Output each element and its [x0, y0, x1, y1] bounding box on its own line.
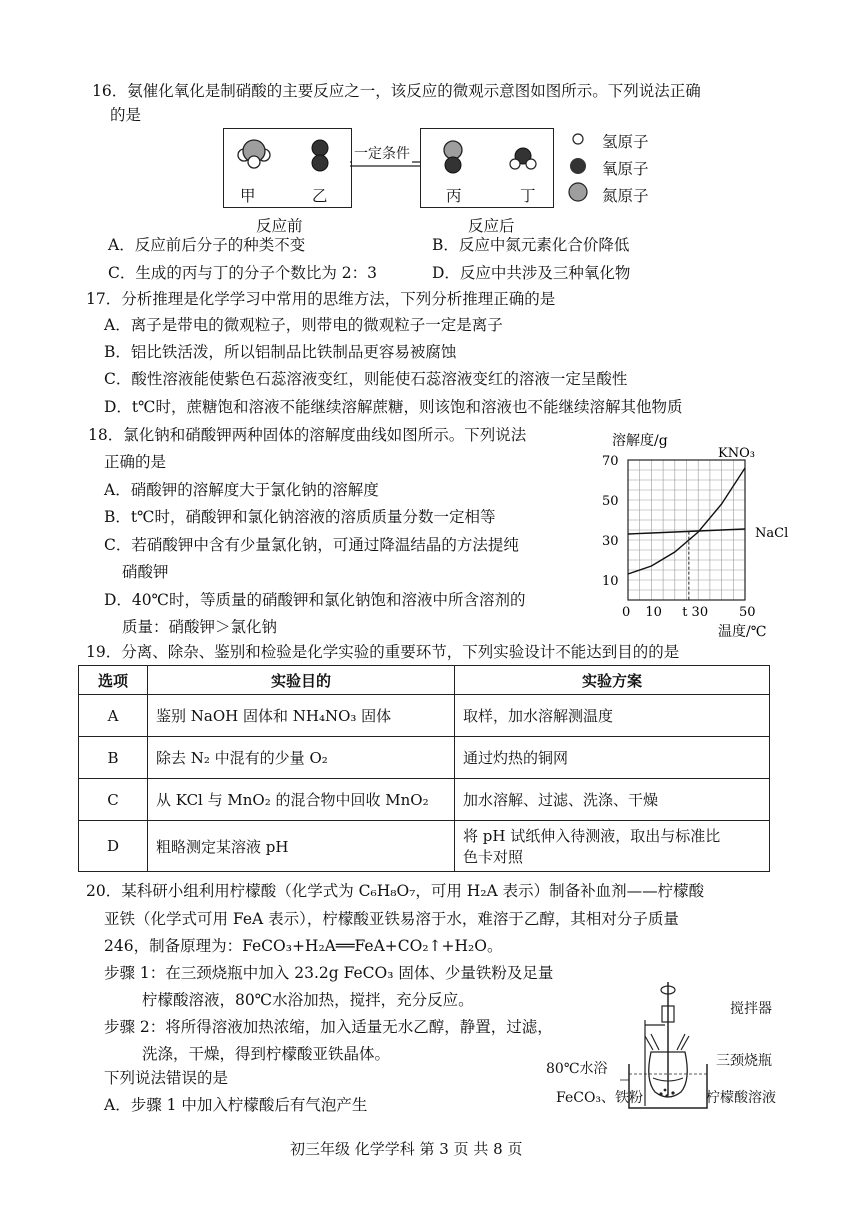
q20-step2-line1: 步骤 2：将所得溶液加热浓缩，加入适量无水乙醇，静置，过滤，: [104, 1018, 553, 1036]
q16-stem-line2: 的是: [110, 106, 142, 124]
chart-ticks: [602, 454, 756, 620]
chart-xlabel: 温度/℃: [718, 624, 767, 640]
q20-step2-line2: 洗涤，干燥，得到柠檬酸亚铁晶体。: [142, 1045, 391, 1063]
q20-line3: 246，制备原理为：FeCO₃+H₂A══FeA+CO₂↑+H₂O。: [104, 937, 503, 955]
cell-purpose: 从 KCl 与 MnO₂ 的混合物中回收 MnO₂: [148, 779, 455, 821]
header-purpose: 实验目的: [148, 666, 455, 695]
page-footer: 初三年级 化学学科 第 3 页 共 8 页: [290, 1140, 523, 1158]
q16-option-c: C．生成的丙与丁的分子个数比为 2：3: [108, 264, 378, 282]
table-row: [79, 695, 770, 737]
q20-line2: 亚铁（化学式可用 FeA 表示），柠檬酸亚铁易溶于水，难溶于乙醇，其相对分子质量: [104, 910, 679, 928]
q18-option-c-line2: 硝酸钾: [122, 563, 169, 581]
chart-lines: [628, 446, 788, 600]
table-row: [79, 737, 770, 779]
header-plan: 实验方案: [455, 666, 770, 695]
q20-line1: 20．某科研小组利用柠檬酸（化学式为 C₆H₈O₇，可用 H₂A 表示）制备补血剂——柠檬酸: [86, 882, 705, 900]
q16-option-b: B．反应中氮元素化合价降低: [432, 236, 630, 254]
q18-stem-line1: 18．氯化钠和硝酸钾两种固体的溶解度曲线如图所示。下列说法: [88, 426, 527, 444]
q18-option-d-line2: 质量：硝酸钾＞氯化钠: [122, 618, 278, 636]
cell-option: B: [79, 737, 148, 779]
legend-oxygen: 氧原子: [602, 160, 649, 178]
label-bing: 丙: [446, 187, 462, 205]
cell-plan-line2: 色卡对照: [463, 848, 524, 866]
legend-nitrogen: 氮原子: [602, 187, 649, 205]
q16-stem-line1: 16．氨催化氧化是制硝酸的主要反应之一，该反应的微观示意图如图所示。下列说法正确: [92, 82, 701, 100]
caption-before: 反应前: [256, 217, 303, 235]
x-tick-label: 50: [739, 605, 756, 620]
q20-ask: 下列说法错误的是: [104, 1069, 229, 1087]
q18-option-b: B．t℃时，硝酸钾和氯化钠溶液的溶质质量分数一定相等: [104, 508, 496, 526]
label-solution: 柠檬酸溶液: [706, 1090, 776, 1106]
q17-option-c: C．酸性溶液能使紫色石蕊溶液变红，则能使石蕊溶液变红的溶液一定呈酸性: [104, 370, 628, 388]
q17-option-b: B．铝比铁活泼，所以铝制品比铁制品更容易被腐蚀: [104, 343, 457, 361]
table-row: [79, 821, 770, 872]
y-tick-label: 50: [602, 494, 619, 509]
y-tick-label: 30: [602, 534, 619, 549]
label-water-bath: 80℃水浴: [546, 1061, 608, 1077]
table-header-row: [79, 666, 770, 695]
series-label-kno3: KNO₃: [718, 446, 755, 461]
label-jia: 甲: [240, 187, 256, 205]
legend-hydrogen: 氢原子: [602, 133, 649, 151]
solubility-chart: [600, 425, 800, 640]
q18-option-a: A．硝酸钾的溶解度大于氯化钠的溶解度: [104, 481, 379, 499]
arrow-condition-label: 一定条件: [352, 143, 412, 163]
q20-step1-line1: 步骤 1：在三颈烧瓶中加入 23.2g FeCO₃ 固体、少量铁粉及足量: [104, 964, 554, 982]
y-tick-label: 10: [602, 574, 619, 589]
caption-after: 反应后: [468, 217, 515, 235]
cell-plan: 通过灼热的铜网: [455, 737, 770, 779]
q19-stem: 19．分离、除杂、鉴别和检验是化学实验的重要环节，下列实验设计不能达到目的的是: [86, 643, 680, 661]
cell-option: A: [79, 695, 148, 737]
cell-plan: 取样，加水溶解测温度: [455, 695, 770, 737]
series-label-nacl: NaCl: [755, 526, 789, 541]
x-tick-label: t 30: [682, 605, 709, 620]
q18-option-c-line1: C．若硝酸钾中含有少量氯化钠，可通过降温结晶的方法提纯: [104, 536, 519, 554]
q18-option-d-line1: D．40℃时，等质量的硝酸钾和氯化钠饱和溶液中所含溶剂的: [104, 591, 526, 609]
label-ding: 丁: [520, 187, 536, 205]
q19-table: [78, 665, 770, 872]
cell-option: D: [79, 821, 148, 872]
cell-plan: 加水溶解、过滤、洗涤、干燥: [455, 779, 770, 821]
label-stirrer: 搅拌器: [730, 1001, 772, 1017]
x-tick-label: 10: [645, 605, 662, 620]
x-tick-label: 0: [622, 605, 631, 620]
q17-stem: 17．分析推理是化学学习中常用的思维方法，下列分析推理正确的是: [86, 290, 556, 308]
cell-purpose: 粗略测定某溶液 pH: [148, 821, 455, 872]
label-flask: 三颈烧瓶: [716, 1053, 772, 1069]
table-row: [79, 779, 770, 821]
cell-purpose: 鉴别 NaOH 固体和 NH₄NO₃ 固体: [148, 695, 455, 737]
y-tick-label: 70: [602, 454, 619, 469]
q18-stem-line2: 正确的是: [104, 453, 167, 471]
q17-option-a: A．离子是带电的微观粒子，则带电的微观粒子一定是离子: [104, 316, 503, 334]
cell-plan: [455, 821, 770, 872]
label-yi: 乙: [312, 187, 328, 205]
q20-step1-line2: 柠檬酸溶液，80℃水浴加热，搅拌，充分反应。: [142, 991, 474, 1009]
atom-legend-icons: [568, 128, 592, 204]
cell-plan-line1: 将 pH 试纸伸入待测液，取出与标准比: [463, 827, 721, 845]
cell-purpose: 除去 N₂ 中混有的少量 O₂: [148, 737, 455, 779]
label-solids: FeCO₃、铁粉: [556, 1090, 644, 1106]
q17-option-d: D．t℃时，蔗糖饱和溶液不能继续溶解蔗糖，则该饱和溶液也不能继续溶解其他物质: [104, 398, 683, 416]
cell-option: C: [79, 779, 148, 821]
q20-option-a: A．步骤 1 中加入柠檬酸后有气泡产生: [104, 1096, 368, 1114]
chart-ylabel: 溶解度/g: [612, 433, 668, 449]
q16-option-a: A．反应前后分子的种类不变: [108, 236, 306, 254]
q16-option-d: D．反应中共涉及三种氧化物: [432, 264, 631, 282]
header-option: 选项: [79, 666, 148, 695]
